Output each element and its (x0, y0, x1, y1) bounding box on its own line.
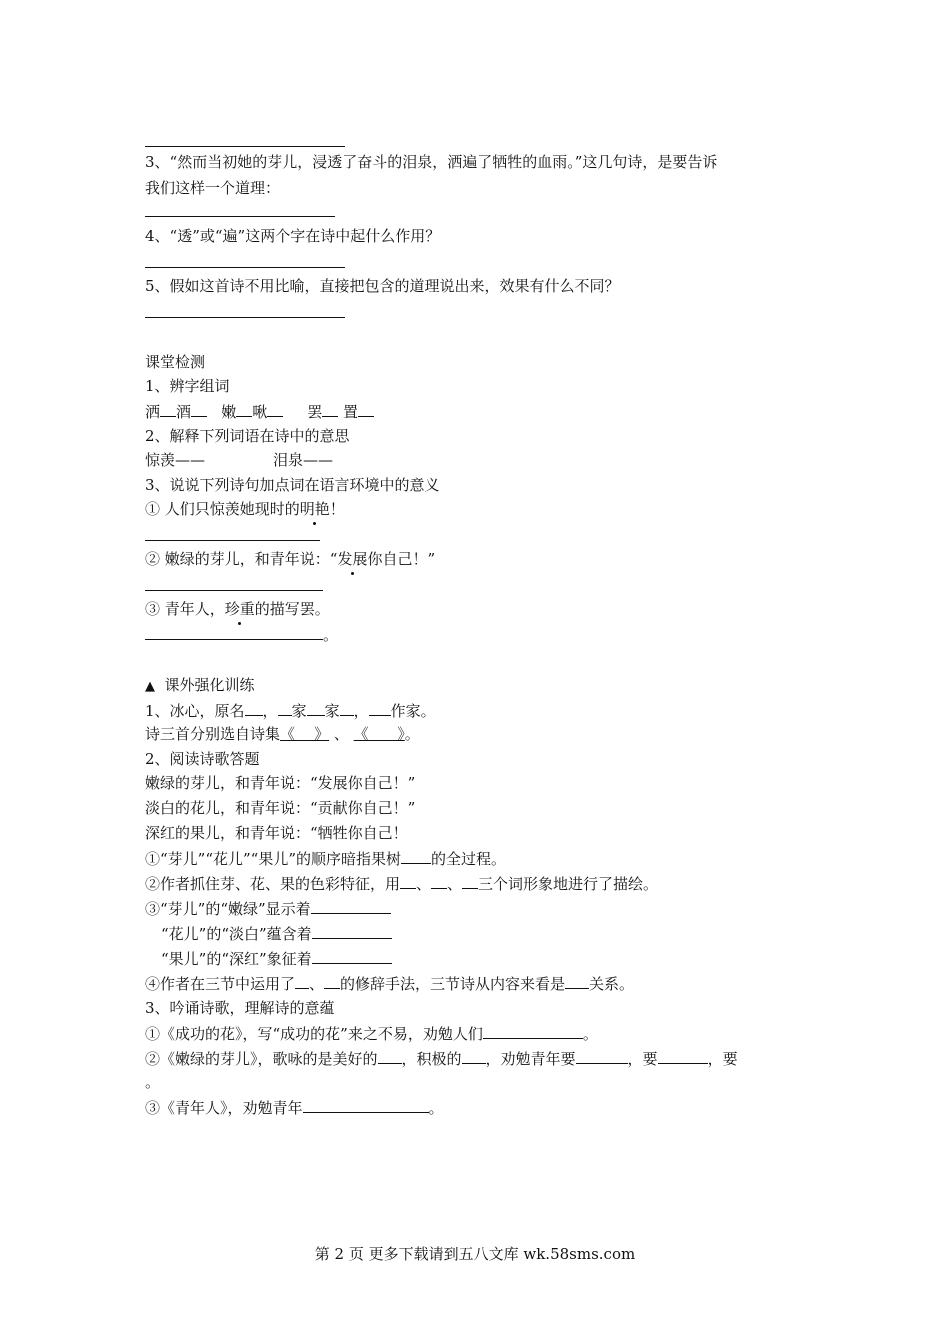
meaning-item-3: ③《青年人》，劝勉青年 。 (145, 1096, 444, 1118)
answer-line (145, 317, 345, 318)
answer-item-4: ④作者在三节中运用了 、 的修辞手法，三节诗从内容来看是 关系。 (145, 972, 634, 994)
answer-line (145, 267, 345, 268)
poem-line-2: 淡白的花儿，和青年说：“贡献你自己！” (145, 799, 416, 817)
answer-item-3c: “果儿”的“深红”象征着 (161, 947, 392, 969)
answer-item-3a: ③“芽儿”的“嫩绿”显示着 (145, 897, 391, 919)
answer-line (145, 146, 345, 147)
poem-line-3: 深红的果儿，和青年说：“牺牲你自己！ (145, 824, 408, 842)
answer-line (145, 216, 335, 217)
sentence-2: ② 嫩绿的芽儿，和青年说：“发展你自己！” (145, 550, 436, 568)
answer-item-1: ①“芽儿”“花儿”“果儿”的顺序暗指果树 的全过程。 (145, 847, 506, 869)
question-5: 5、假如这首诗不用比喻，直接把包含的道理说出来，效果有什么不同？ (145, 277, 620, 295)
term-definitions (145, 449, 333, 471)
answer-line (145, 540, 320, 541)
term-leiquan: 泪泉—— (273, 451, 334, 469)
classroom-question-2: 2、解释下列词语在诗中的意思 (145, 427, 350, 445)
page-footer: 第 2 页 更多下载请到五八文库 wk.58sms.com (314, 1245, 636, 1263)
extra-question-1: 1、冰心，原名 ， 家 家 ， 作家。 (145, 699, 436, 721)
character-pairs: 洒 酒 嫩 啾 罢 置 (145, 400, 374, 422)
extra-question-3: 3、吟诵诗歌，理解诗的意蕴 (145, 999, 335, 1017)
question-3-line-2: 我们这样一个道理： (145, 179, 281, 197)
meaning-item-2-end: 。 (145, 1073, 161, 1091)
extra-question-1-books: 诗三首分别选自诗集《 》 、 《 》。 (145, 725, 420, 743)
section-heading-extra: ▲ 课外强化训练 (145, 676, 255, 694)
answer-item-2: ②作者抓住芽、花、果的色彩特征，用 、 、 三个词形象地进行了描绘。 (145, 872, 658, 894)
meaning-item-2: ②《嫩绿的芽儿》，歌咏的是美好的 ，积极的 ，劝勉青年要 ，要 ，要 (145, 1047, 738, 1069)
answer-line-with-period: 。 (145, 623, 338, 645)
classroom-question-3: 3、说说下列诗句加点词在语言环境中的意义 (145, 476, 440, 494)
extra-question-2: 2、阅读诗歌答题 (145, 750, 260, 768)
triangle-icon: ▲ (145, 679, 155, 694)
meaning-item-1: ①《成功的花》，写“成功的花”来之不易，劝勉人们 。 (145, 1022, 598, 1044)
question-4: 4、“透”或“遍”这两个字在诗中起什么作用？ (145, 227, 441, 245)
sentence-1: ① 人们只惊羡她现时的明艳！ (145, 500, 345, 518)
term-jingxian: 惊羡—— (145, 451, 206, 469)
section-heading-classroom: 课堂检测 (145, 353, 206, 371)
question-3-line-1: 3、“然而当初她的芽儿，浸透了奋斗的泪泉，洒遍了牺牲的血雨。”这几句诗，是要告诉 (145, 153, 718, 171)
classroom-question-1: 1、辨字组词 (145, 377, 230, 395)
answer-line (145, 590, 323, 591)
sentence-3: ③ 青年人，珍重的描写罢。 (145, 600, 330, 618)
poem-line-1: 嫩绿的芽儿，和青年说：“发展你自己！” (145, 774, 416, 792)
answer-item-3b: “花儿”的“淡白”蕴含着 (161, 922, 392, 944)
